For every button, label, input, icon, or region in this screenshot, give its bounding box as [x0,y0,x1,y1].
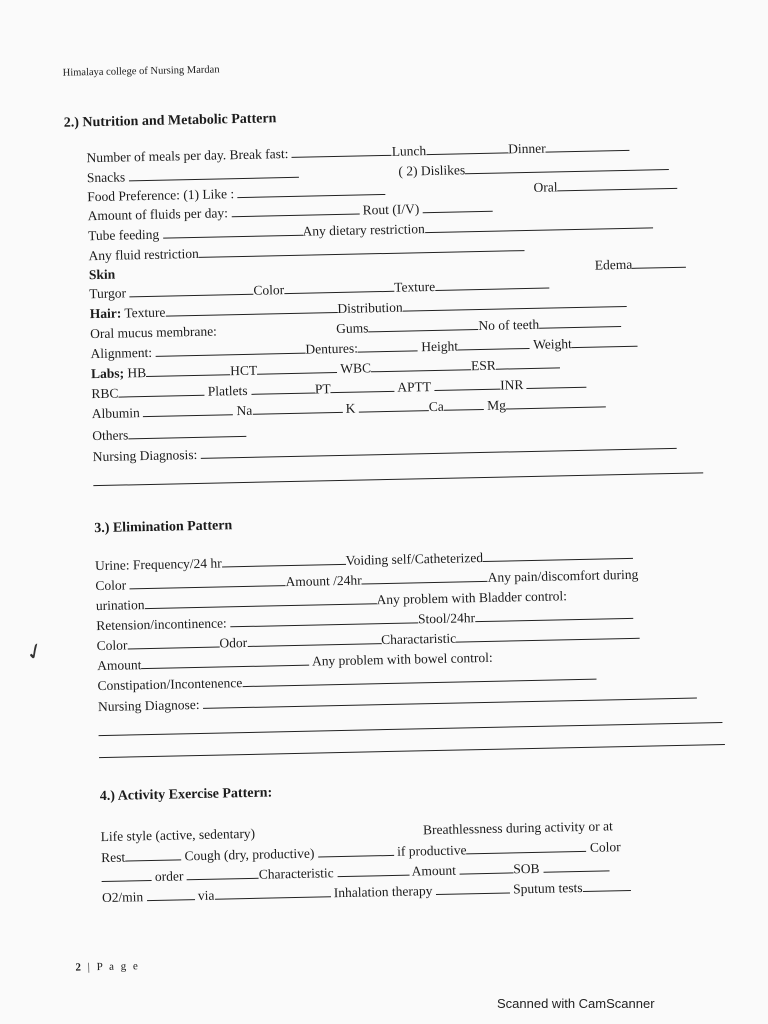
height-field[interactable] [458,336,530,351]
pt-field[interactable] [330,379,394,393]
college-header: Himalaya college of Nursing Mardan [62,64,220,79]
urine-color-field[interactable] [129,573,285,589]
nutrition-diagnosis-line-2[interactable] [93,472,703,486]
teeth-field[interactable] [539,314,621,329]
elimination-diagnose-line-3[interactable] [99,744,725,758]
turgor-row: Turgor Color Texture [89,276,549,303]
esr-field[interactable] [496,355,560,369]
page-number: 2 | P a g e [75,960,140,974]
fluid-restriction-field[interactable] [199,238,525,258]
nutrition-diagnosis-field[interactable] [201,436,677,459]
lunch-field[interactable] [426,140,508,155]
labs-row-2: RBC Platlets PT APTT INR [91,375,587,402]
dentures-field[interactable] [358,338,418,352]
weight-field[interactable] [572,334,638,348]
voiding-field[interactable] [483,546,633,562]
urination-row: urination Any problem with Bladder control: [95,588,568,614]
stool-amount-row: Amount Any problem with bowel control: [96,649,493,674]
rbc-field[interactable] [118,383,204,398]
oral-mucus-row: Oral mucus membrane: Gums No of teeth [90,314,621,342]
snacks-row: Snacks ( 2) Dislikes [87,157,670,186]
nutrition-diagnosis-row: Nursing Diagnosis: [93,436,677,465]
dietary-restriction-field[interactable] [425,215,653,233]
meals-row: Number of meals per day. Break fast: Lunch Dinner [86,138,630,166]
urine-row: Urine: Frequency/24 hr Voiding self/Catheterized [95,546,633,574]
stool-characteristic-field[interactable] [456,626,640,643]
others-field[interactable] [128,424,246,439]
elimination-diagnose-line-2[interactable] [99,722,723,736]
dinner-field[interactable] [546,138,630,153]
o2-row: O2/min via Inhalation therapy Sputum tests [102,878,631,906]
oral-field[interactable] [557,176,677,192]
hct-field[interactable] [257,360,337,375]
urine-frequency-field[interactable] [222,552,346,568]
order-field[interactable] [187,866,259,881]
sputum-tests-field[interactable] [582,878,630,892]
urination-pain-field[interactable] [144,591,376,609]
hb-field[interactable] [146,362,230,377]
order-row: order Characteristic Amount SOB [101,858,609,886]
likes-field[interactable] [237,182,385,198]
skin-texture-field[interactable] [435,276,549,291]
section-4-title: 4.) Activity Exercise Pattern: [99,785,273,805]
breakfast-field[interactable] [292,143,392,158]
constipation-row: Constipation/Incontenence [97,667,596,694]
stool-color-row: Color Odor Charactaristic [97,626,641,654]
via-field[interactable] [214,884,330,899]
snacks-field[interactable] [128,165,298,182]
aptt-field[interactable] [434,377,500,391]
cough-field[interactable] [318,843,394,858]
skin-color-field[interactable] [284,279,394,294]
alignment-field[interactable] [155,341,305,357]
stool-field[interactable] [475,606,633,622]
dislikes-field[interactable] [465,157,669,174]
retension-row: Retension/incontinence: Stool/24hr [96,606,633,634]
camscanner-watermark: Scanned with CamScanner [497,996,655,1011]
fluids-field[interactable] [231,202,359,218]
rout-iv-field[interactable] [422,199,492,213]
na-field[interactable] [252,400,342,415]
elimination-diagnose-row: Nursing Diagnose: [98,686,697,716]
food-preference-row: Food Preference: (1) Like : Oral [87,176,678,205]
section-3-title: 3.) Elimination Pattern [94,518,233,537]
fluid-restriction-row: Any fluid restriction [88,238,524,264]
stool-color-field[interactable] [127,635,219,650]
labs-row-1: Labs; HB HCT WBC ESR [91,355,560,382]
others-row: Others [92,424,246,444]
pen-checkmark-icon: ✓ [21,637,49,668]
sputum-characteristic-field[interactable] [337,863,409,878]
mg-field[interactable] [506,394,606,409]
turgor-field[interactable] [129,282,253,298]
section-2-title: 2.) Nutrition and Metabolic Pattern [63,111,277,131]
o2-field[interactable] [146,887,194,901]
k-field[interactable] [359,398,429,412]
hair-distribution-field[interactable] [402,294,626,312]
rest-row: Rest Cough (dry, productive) if productive Color [100,839,621,866]
stool-amount-field[interactable] [141,653,309,670]
gums-field[interactable] [368,317,478,332]
edema-field[interactable] [632,255,686,269]
hair-row: Hair: Texture Distribution [90,294,627,322]
form-sheet [48,26,748,1000]
urine-amount-field[interactable] [361,569,487,585]
sob-field[interactable] [543,858,609,872]
wbc-field[interactable] [371,357,471,372]
labs-row-3: Albumin Na K Ca Mg [92,394,606,422]
fluids-row: Amount of fluids per day: Rout (I/V) [88,199,493,224]
retension-field[interactable] [230,610,418,627]
inhalation-field[interactable] [436,881,510,896]
platlets-field[interactable] [251,380,315,394]
sputum-amount-field[interactable] [459,860,513,874]
edema-row: Edema [595,255,687,274]
inr-field[interactable] [527,375,587,389]
ca-field[interactable] [444,397,484,411]
lifestyle-row: Life style (active, sedentary) Breathlessness during activity or at [100,818,613,845]
odor-field[interactable] [247,631,381,647]
tube-feeding-field[interactable] [162,223,302,239]
hair-texture-field[interactable] [165,300,337,317]
tube-feeding-row: Tube feeding Any dietary restriction [88,215,653,244]
skin-label: Skin [88,266,116,283]
sputum-color-field[interactable] [101,868,151,882]
rest-field[interactable] [125,847,181,861]
alignment-row: Alignment: Dentures: Height Weight [90,334,638,362]
albumin-field[interactable] [143,402,233,417]
if-productive-field[interactable] [466,839,586,855]
urine-color-row: Color Amount /24hr Any pain/discomfort during [95,566,639,594]
